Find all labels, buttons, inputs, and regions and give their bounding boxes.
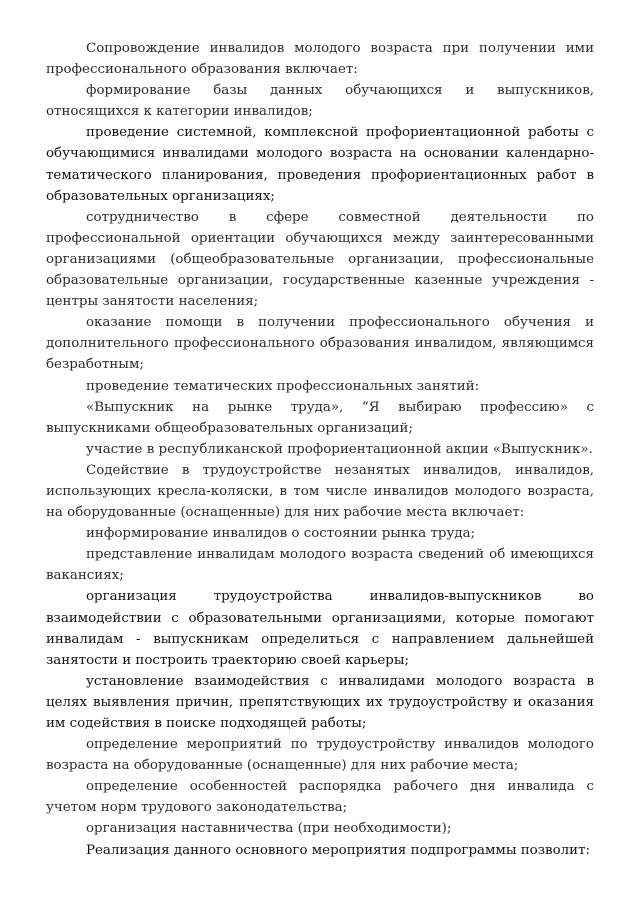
- paragraph: сотрудничество в сфере совместной деятельности по профессиональной ориентации обучающихся между заинтересованными организациями (общеобразовательные организации, профессиональные образовательные организации, государственные казенные учреждения - центры занятости населения;: [46, 209, 594, 310]
- paragraph: проведение системной, комплексной профориентационной работы с обучающимися инвалидами молодого возраста на основании календарно-тематического планирования, проведения профориентационных работ в образовательных организациях;: [46, 125, 594, 204]
- paragraph: установление взаимодействия с инвалидами молодого возраста в целях выявления причин, препятствующих их трудоустройству и оказания им содействия в поиске подходящей работы;: [46, 673, 594, 731]
- paragraph: формирование базы данных обучающихся и выпускников, относящихся к категории инвалидов;: [46, 83, 594, 120]
- paragraph: определение особенностей распорядка рабочего дня инвалида с учетом норм трудового законодательства;: [46, 779, 594, 816]
- paragraph: информирование инвалидов о состоянии рынка труда;: [86, 526, 476, 542]
- paragraph: определение мероприятий по трудоустройству инвалидов молодого возраста на оборудованные (оснащенные) для них рабочие места;: [46, 737, 594, 774]
- paragraph: участие в республиканской профориентационной акции «Выпускник».: [86, 441, 593, 457]
- paragraph: Сопровождение инвалидов молодого возраста при получении ими профессионального образования включает:: [46, 41, 594, 78]
- paragraph: организация трудоустройства инвалидов-выпускников во взаимодействии с образовательными организациями, которые помогают инвалидам - выпускникам определиться с направлением дальнейшей занятости и построить траекторию своей карьеры;: [46, 589, 594, 668]
- paragraph: проведение тематических профессиональных занятий:: [86, 378, 480, 394]
- paragraph: представление инвалидам молодого возраста сведений об имеющихся вакансиях;: [46, 547, 594, 584]
- paragraph: «Выпускник на рынке труда», “Я выбираю профессию» с выпускниками общеобразовательных организаций;: [46, 399, 594, 436]
- paragraph: Реализация данного основного мероприятия подпрограммы позволит:: [86, 842, 590, 858]
- paragraph: оказание помощи в получении профессионального обучения и дополнительного профессионального образования инвалидом, являющимся безработным;: [46, 315, 594, 373]
- paragraph: организация наставничества (при необходимости);: [86, 821, 452, 837]
- paragraph: Содействие в трудоустройстве незанятых инвалидов, инвалидов, использующих кресла-коляски, в том числе инвалидов молодого возраста, на оборудованные (оснащенные) для них рабочие места включает:: [46, 462, 594, 521]
